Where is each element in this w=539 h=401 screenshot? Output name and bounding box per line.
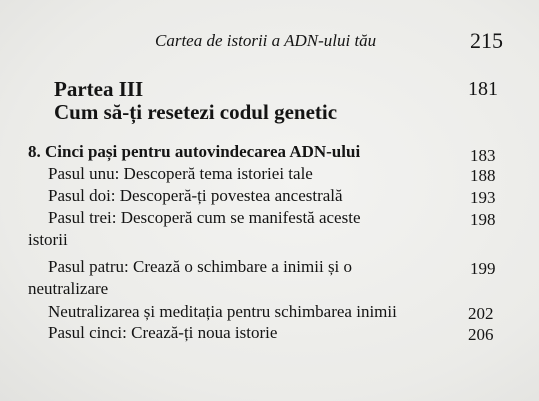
- chapter-title: 8. Cinci pași pentru autovindecarea ADN-ului: [28, 142, 361, 161]
- toc-entry-4-page: 199: [470, 259, 496, 278]
- toc-entry-6-page: 206: [468, 325, 494, 344]
- toc-entry-3: Pasul trei: Descoperă cum se manifestă aceste: [48, 208, 361, 227]
- toc-entry-5-page: 202: [468, 304, 494, 323]
- toc-entry-2: Pasul doi: Descoperă-ți povestea ancestrală: [48, 186, 343, 205]
- toc-entry-6: Pasul cinci: Crează-ți noua istorie: [48, 323, 278, 342]
- toc-entry-3-continuation: istorii: [28, 230, 68, 249]
- toc-entry-5: Neutralizarea și meditația pentru schimbarea inimii: [48, 302, 397, 321]
- toc-entry-3-page: 198: [470, 210, 496, 229]
- toc-entry-4-continuation: neutralizare: [28, 279, 109, 298]
- running-header-title: Cartea de istorii a ADN-ului tău: [155, 31, 377, 50]
- toc-entry-1: Pasul unu: Descoperă tema istoriei tale: [48, 164, 313, 183]
- toc-entry-4: Pasul patru: Crează o schimbare a inimii și o: [48, 257, 353, 276]
- part-subtitle: Cum să-ți resetezi codul genetic: [54, 100, 338, 124]
- toc-entry-1-page: 188: [470, 166, 496, 185]
- part-page-number: 181: [468, 78, 498, 100]
- chapter-page-number: 183: [470, 146, 496, 165]
- toc-entry-2-page: 193: [470, 188, 496, 207]
- running-header-page-number: 215: [470, 28, 503, 53]
- part-title: Partea III: [54, 77, 144, 101]
